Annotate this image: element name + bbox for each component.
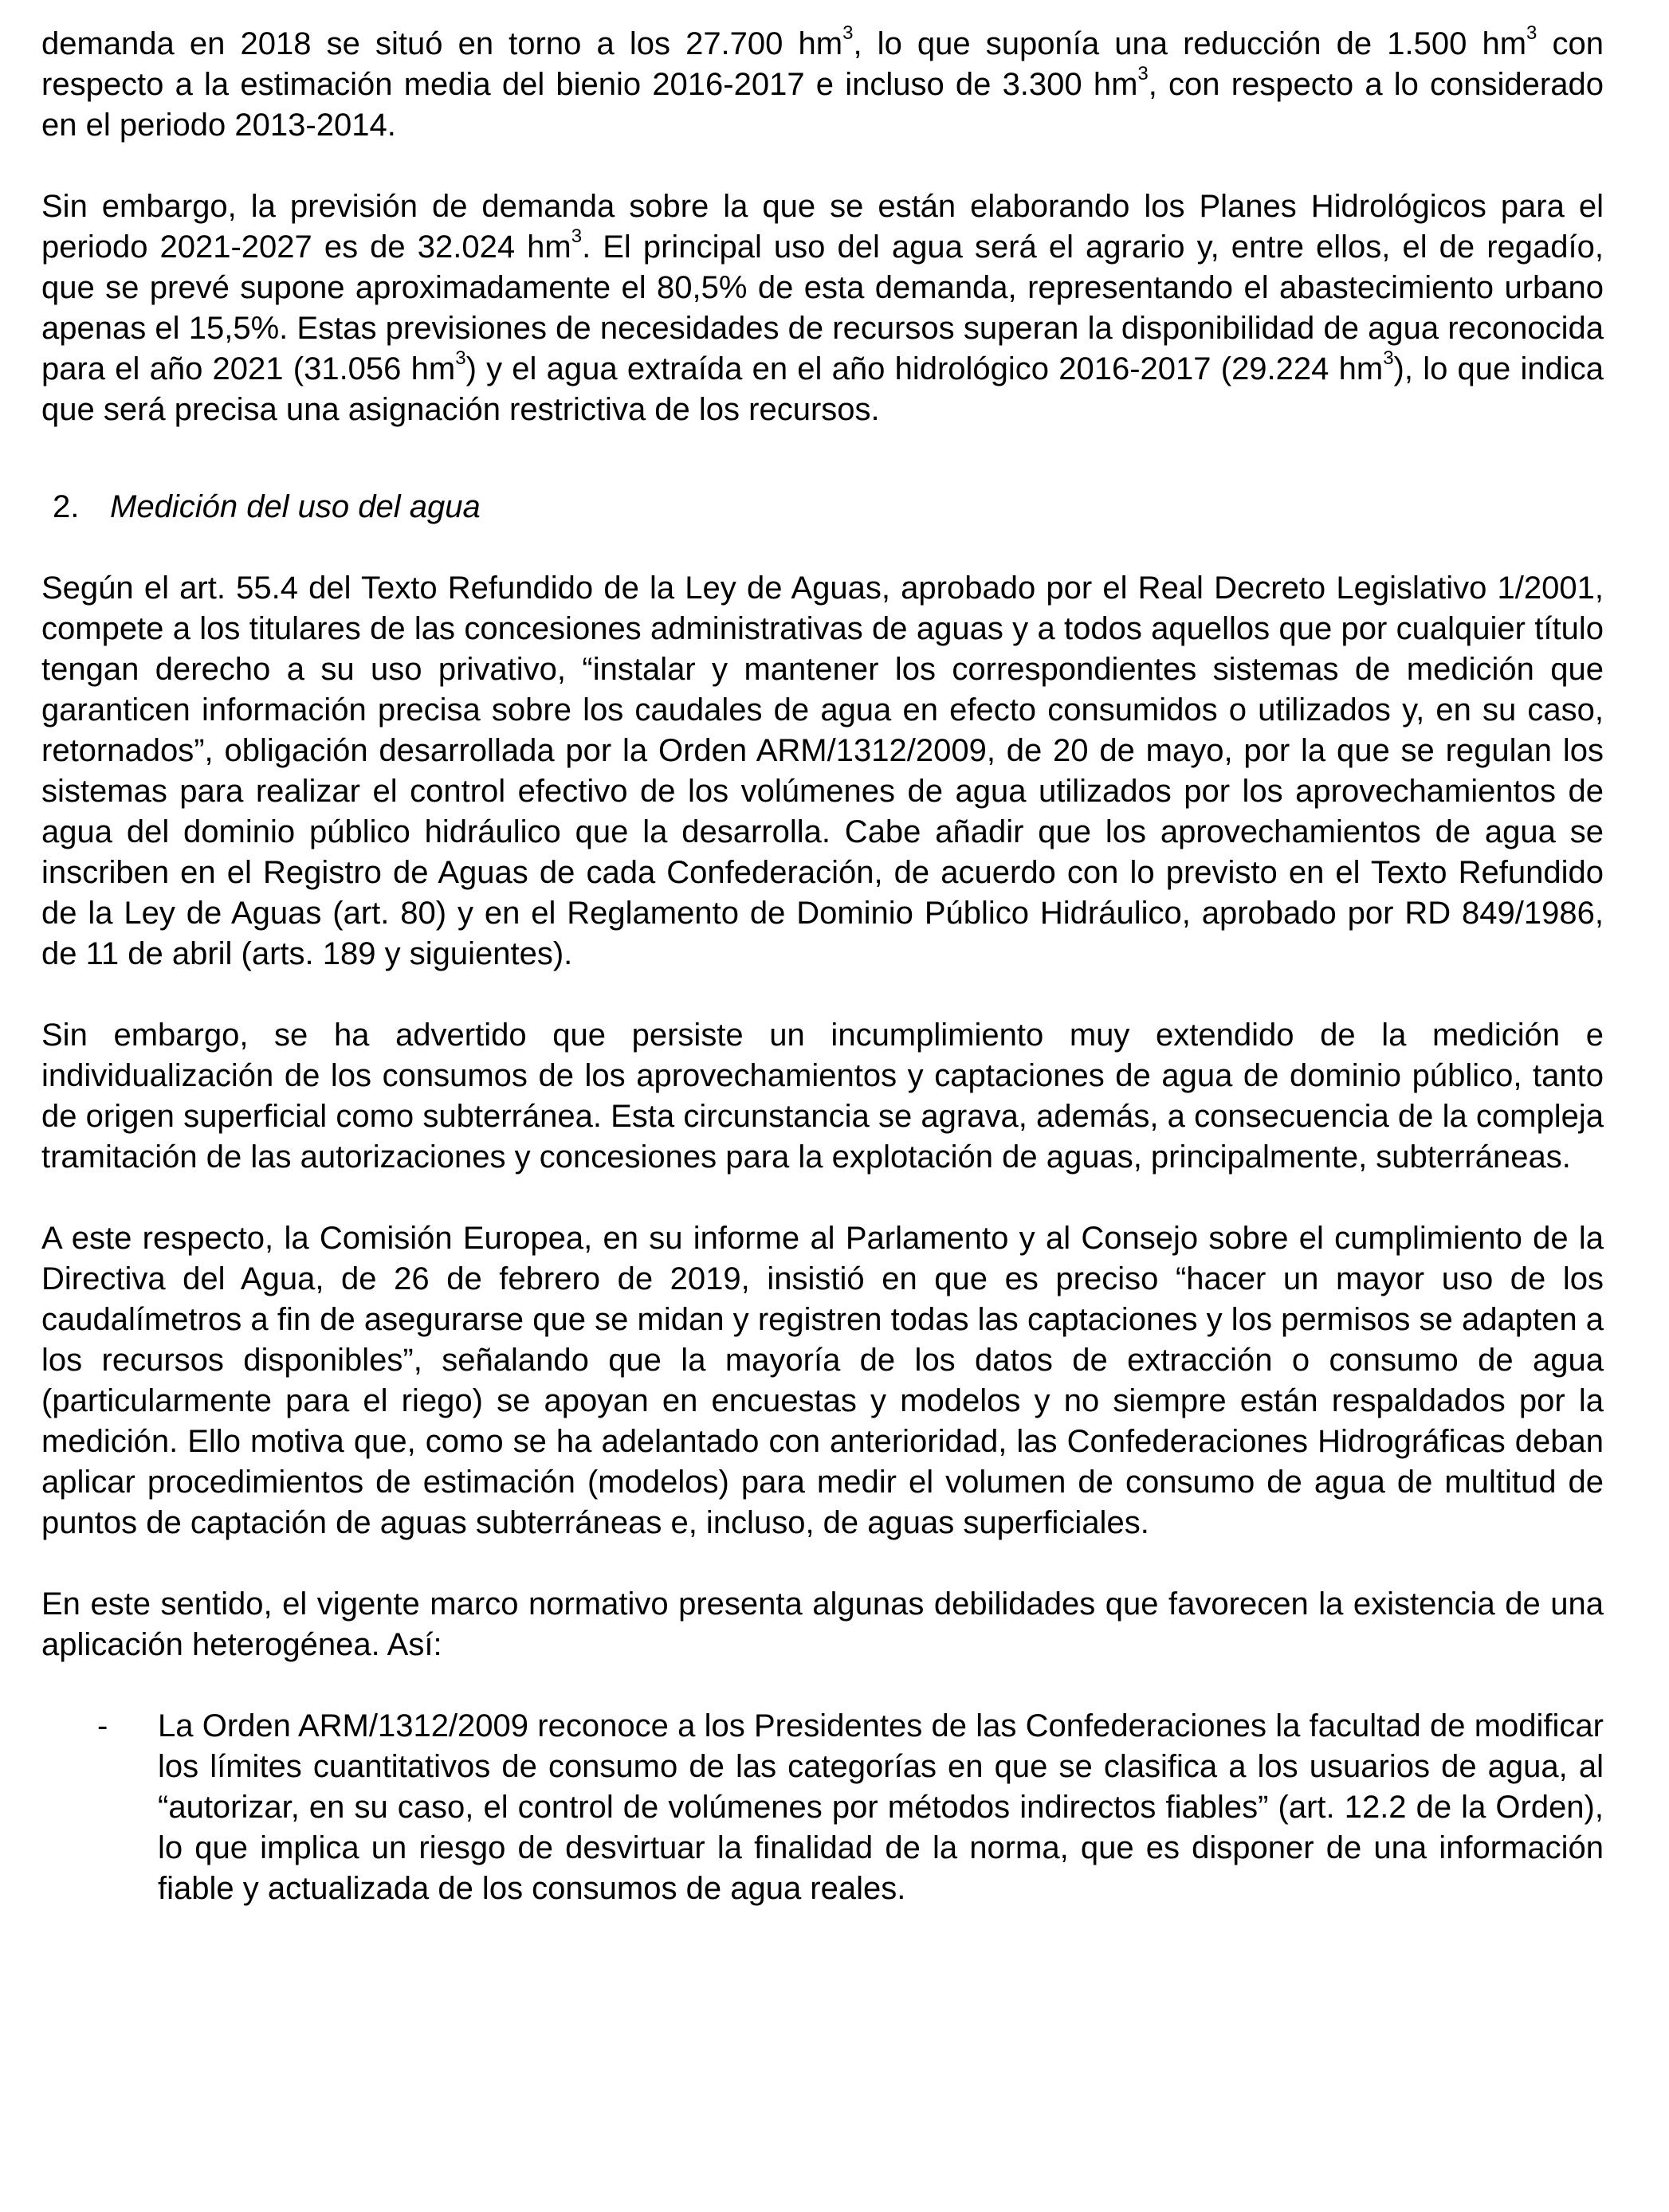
spacer: [41, 430, 1604, 471]
spacer: [41, 1178, 1604, 1218]
section-title: Medición del uso del agua: [110, 489, 481, 524]
list-item-text: La Orden ARM/1312/2009 reconoce a los Presidentes de las Confederaciones la facultad de modificar los límites cuantitativos de consumo de las categorías en que se clasifica a los usuarios de agua, al “autorizar, en su caso, el control de volúmenes por métodos indirectos fiables” (art. 12.2 de la Orden), lo que implica un riesgo de desvirtuar la finalidad de la norma, que es disponer de una información fiable y actualizada de los consumos de agua reales.: [158, 1708, 1604, 1906]
paragraph-demand-2018: demanda en 2018 se situó en torno a los 27.700 $hm^3$, lo que suponía una reducción de 1.500 $hm^3$ con respecto a la estimación media del bienio 2016-2017 e incluso de 3.300 $hm^3$, con respecto a lo considerado en el periodo 2013-2014.: [41, 22, 1604, 143]
document-page: [41, 24, 1604, 1909]
paragraph-legal-basis: Según el art. 55.4 del Texto Refundido de la Ley de Aguas, aprobado por el Real Decreto Legislativo 1/2001, compete a los titulares de las concesiones administrativas de aguas y a todos aquellos que por cualquier título tengan derecho a su uso privativo, “instalar y mantener los correspondientes sistemas de medición que garanticen información precisa sobre los caudales de agua en efecto consumidos o utilizados y, en su caso, retornados”, obligación desarrollada por la Orden ARM/1312/2009, de 20 de mayo, por la que se regulan los sistemas para realizar el control efectivo de los volúmenes de agua utilizados por los aprovechamientos de agua del dominio público hidráulico que la desarrolla. Cabe añadir que los aprovechamientos de agua se inscriben en el Registro de Aguas de cada Confederación, de acuerdo con lo previsto en el Texto Refundido de la Ley de Aguas (art. 80) y en el Reglamento de Dominio Público Hidráulico, aprobado por RD 849/1986, de 11 de abril (arts. 189 y siguientes).: [41, 571, 1604, 971]
section-number: 2.: [53, 489, 80, 524]
section-heading: [41, 487, 1604, 528]
spacer: [41, 975, 1604, 1015]
bullet-dash: -: [97, 1708, 108, 1743]
spacer: [41, 1665, 1604, 1706]
paragraph-european-commission: A este respecto, la Comisión Europea, en su informe al Parlamento y al Consejo sobre el cumplimiento de la Directiva del Agua, de 26 de febrero de 2019, insistió en que es preciso “hacer un mayor uso de los caudalímetros a fin de asegurarse que se midan y registren todas las captaciones y los permisos se adapten a los recursos disponibles”, señalando que la mayoría de los datos de extracción o consumo de agua (particularmente para el riego) se apoyan en encuestas y modelos y no siempre están respaldados por la medición. Ello motiva que, como se ha adelantado con anterioridad, las Confederaciones Hidrográficas deban aplicar procedimientos de estimación (modelos) para medir el volumen de consumo de agua de multitud de puntos de captación de aguas subterráneas e, incluso, de aguas superficiales.: [41, 1221, 1604, 1540]
spacer: [41, 1543, 1604, 1584]
spacer: [41, 471, 1604, 487]
list-item: [41, 1706, 1604, 1909]
spacer: [41, 528, 1604, 568]
paragraph-regulatory-weaknesses: En este sentido, el vigente marco normativo presenta algunas debilidades que favorecen la existencia de una aplicación heterogénea. Así:: [41, 1586, 1604, 1662]
spacer: [41, 146, 1604, 186]
paragraph-demand-forecast: Sin embargo, la previsión de demanda sobre la que se están elaborando los Planes Hidrológicos para el periodo 2021-2027 es de 32.024 $hm^3$. El principal uso del agua será el agrario y, entre ellos, el de regadío, que se prevé supone aproximadamente el 80,5% de esta demanda, representando el abastecimiento urbano apenas el 15,5%. Estas previsiones de necesidades de recursos superan la disponibilidad de agua reconocida para el año 2021 (31.056 $hm^3$) y el agua extraída en el año hidrológico 2016-2017 (29.224 $hm^3$), lo que indica que será precisa una asignación restrictiva de los recursos.: [41, 189, 1604, 427]
paragraph-noncompliance: Sin embargo, se ha advertido que persiste un incumplimiento muy extendido de la medición e individualización de los consumos de los aprovechamientos y captaciones de agua de dominio público, tanto de origen superficial como subterránea. Esta circunstancia se agrava, además, a consecuencia de la compleja tramitación de las autorizaciones y concesiones para la explotación de aguas, principalmente, subterráneas.: [41, 1018, 1604, 1175]
